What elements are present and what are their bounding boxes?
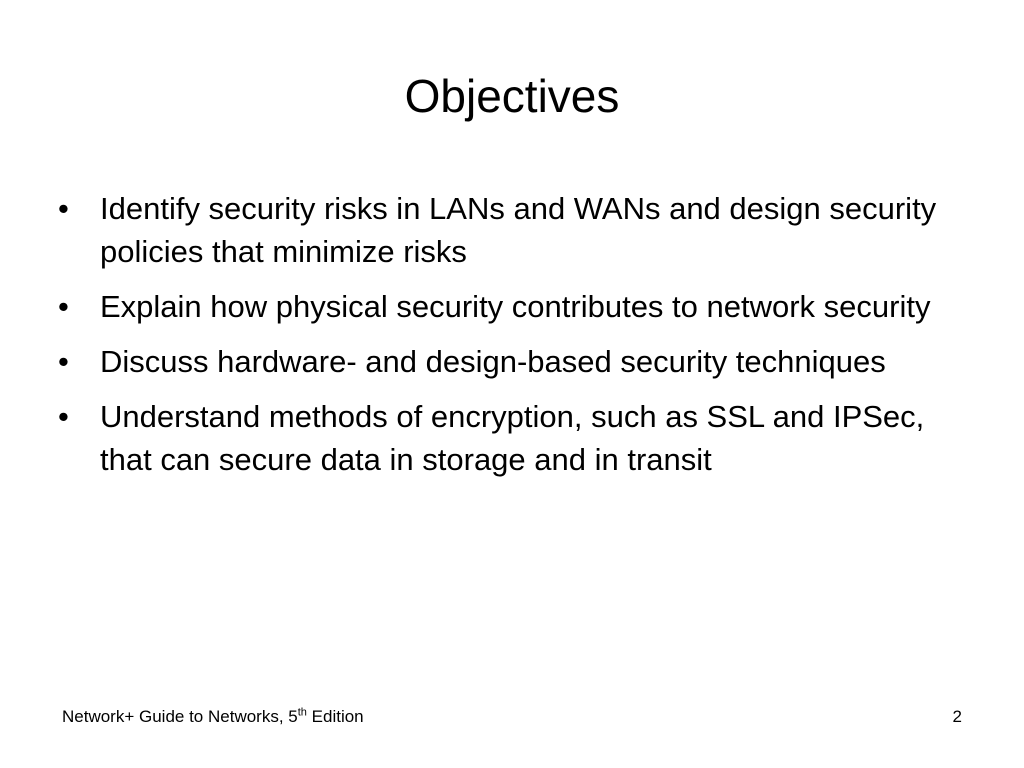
bullet-text: Discuss hardware- and design-based security techniques: [100, 344, 886, 379]
bullet-icon: •: [58, 344, 69, 379]
bullet-text: Understand methods of encryption, such as SSL and IPSec, that can secure data in storage and in transit: [100, 399, 925, 477]
bullet-text: Explain how physical security contributes to network security: [100, 289, 931, 324]
footer-superscript: th: [297, 706, 307, 719]
footer-text: [62, 706, 364, 728]
footer-suffix: Edition: [306, 707, 364, 726]
bullet-icon: •: [58, 191, 69, 226]
list-item: [58, 395, 978, 481]
page-number: 2: [952, 707, 962, 726]
list-item: [58, 340, 978, 383]
objectives-list: [58, 187, 978, 493]
bullet-text: Identify security risks in LANs and WANs and design security policies that minimize risks: [100, 191, 937, 269]
list-item: [58, 285, 978, 328]
footer-prefix: Network+ Guide to Networks, 5: [62, 707, 298, 726]
list-item: [58, 187, 978, 273]
slide-title: Objectives: [404, 70, 620, 122]
bullet-icon: •: [58, 399, 69, 434]
bullet-icon: •: [58, 289, 69, 324]
